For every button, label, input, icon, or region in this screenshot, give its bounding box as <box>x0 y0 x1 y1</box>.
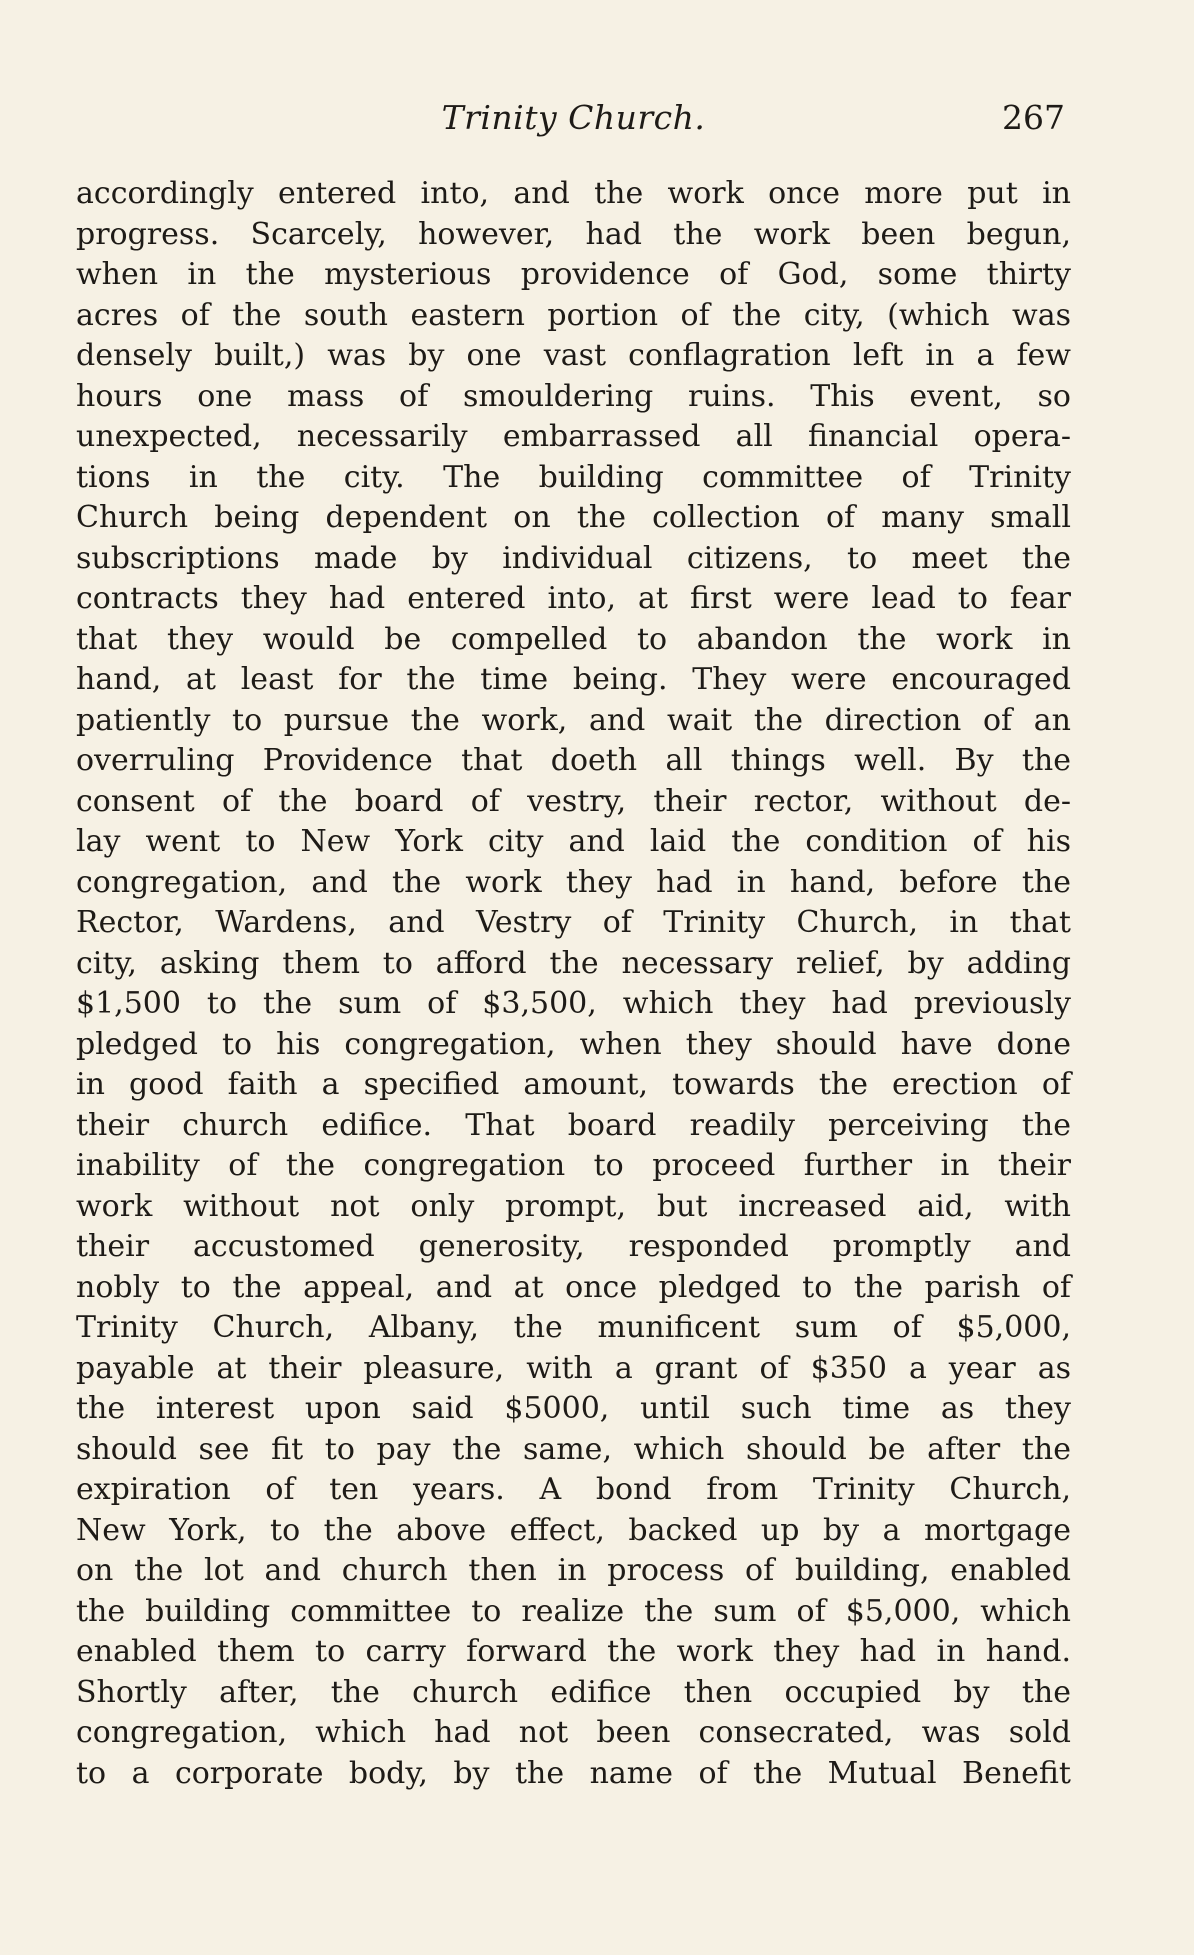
text-line: subscriptions made by individual citizens, to meet the <box>76 540 1071 576</box>
text-line: progress. Scarcely, however, had the work been begun, <box>76 216 1071 252</box>
text-line: Trinity Church, Albany, the munificent sum of $5,000, <box>76 1310 1071 1345</box>
text-line: accordingly entered into, and the work once more put in <box>76 176 1071 211</box>
text-line: Shortly after, the church edifice then occupied by the <box>76 1674 1071 1710</box>
text-line: Rector, Wardens, and Vestry of Trinity Church, in that <box>76 905 1071 940</box>
text-line: overruling Providence that doeth all things well. By the <box>76 743 1071 778</box>
text-line: congregation, which had not been consecrated, was sold <box>76 1715 1071 1750</box>
text-line: hours one mass of smouldering ruins. This event, so <box>76 378 1071 414</box>
text-line: consent of the board of vestry, their rector, without de- <box>76 783 1071 819</box>
text-line: contracts they had entered into, at first were lead to fear <box>76 581 1071 616</box>
text-line: densely built,) was by one vast conflagration left in a few <box>76 338 1071 373</box>
text-line: their accustomed generosity, responded promptly and <box>76 1229 1071 1264</box>
text-line: should see fit to pay the same, which should be after the <box>76 1431 1071 1467</box>
running-title: Trinity Church. <box>441 98 706 137</box>
page-number: 267 <box>1002 98 1065 137</box>
text-line: unexpected, necessarily embarrassed all financial opera- <box>76 419 1071 454</box>
text-line: $1,500 to the sum of $3,500, which they had previously <box>76 986 1071 1021</box>
text-line: nobly to the appeal, and at once pledged to the parish of <box>76 1269 1071 1305</box>
text-line: the interest upon said $5000, until such time as they <box>76 1391 1071 1426</box>
text-line: the building committee to realize the sum of $5,000, which <box>76 1593 1071 1629</box>
text-line: that they would be compelled to abandon the work in <box>76 621 1071 657</box>
text-line: inability of the congregation to proceed further in their <box>76 1148 1071 1183</box>
text-line: in good faith a specified amount, towards the erection of <box>76 1067 1071 1102</box>
text-line: hand, at least for the time being. They were encouraged <box>76 662 1071 697</box>
page-header <box>76 98 1071 148</box>
text-line: work without not only prompt, but increased aid, with <box>76 1188 1071 1224</box>
text-line: patiently to pursue the work, and wait the direction of an <box>76 702 1071 738</box>
text-line: enabled them to carry forward the work they had in hand. <box>76 1634 1071 1669</box>
text-line: acres of the south eastern portion of the city, (which was <box>76 297 1071 333</box>
text-line: Church being dependent on the collection of many small <box>76 500 1071 535</box>
text-line: city, asking them to afford the necessary relief, by adding <box>76 945 1071 981</box>
text-line: on the lot and church then in process of building, enabled <box>76 1553 1071 1588</box>
text-line: congregation, and the work they had in hand, before the <box>76 864 1071 900</box>
text-line: tions in the city. The building committee of Trinity <box>76 459 1071 495</box>
body-text <box>76 174 1071 1794</box>
text-line: New York, to the above effect, backed up by a mortgage <box>76 1512 1071 1548</box>
text-line: to a corporate body, by the name of the Mutual Benefit <box>76 1755 1071 1791</box>
text-line: lay went to New York city and laid the condition of his <box>76 824 1071 859</box>
text-line: when in the mysterious providence of God, some thirty <box>76 257 1071 292</box>
text-line: expiration of ten years. A bond from Trinity Church, <box>76 1472 1071 1507</box>
text-line: their church edifice. That board readily perceiving the <box>76 1107 1071 1143</box>
text-line: pledged to his congregation, when they should have done <box>76 1026 1071 1062</box>
text-line: payable at their pleasure, with a grant of $350 a year as <box>76 1350 1071 1386</box>
